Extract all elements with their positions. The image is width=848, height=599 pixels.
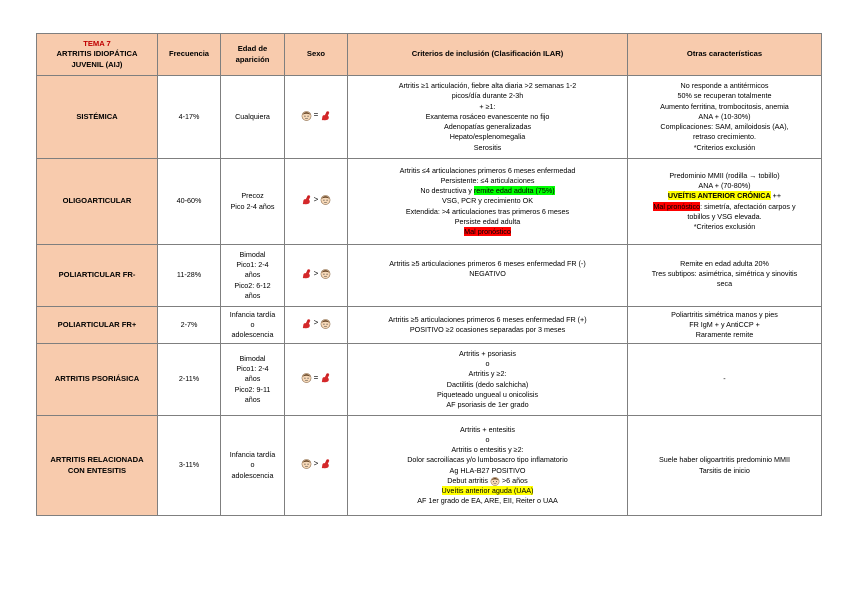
edad-line: Pico1: 2-4 xyxy=(236,364,269,374)
criterio-line: Artritis + psoriasis xyxy=(459,348,516,358)
aij-table xyxy=(36,33,822,516)
row-name: SISTÉMICA xyxy=(37,76,158,159)
flexed-arm-icon xyxy=(301,268,312,279)
flexed-arm-icon xyxy=(320,110,331,121)
edad-line: Pico2: 9-11 xyxy=(234,384,271,394)
edad-line: o xyxy=(250,319,255,329)
edad-line: Infancia tardía xyxy=(229,450,276,460)
criterio-line: Extendida: >4 articulaciones tras primeros 6 meses xyxy=(405,206,570,216)
otras-line xyxy=(630,191,819,201)
sexo-operator: = xyxy=(313,372,319,382)
otras-line: Predominio MMII (rodilla → tobillo) xyxy=(669,170,780,180)
row-otras xyxy=(628,245,822,307)
criterio-line: picos/día durante 2-3h xyxy=(451,91,524,101)
otras-line: Tres subtipos: asimétrica, simétrica y sinovitis xyxy=(651,269,798,279)
edad-line: años xyxy=(244,290,261,300)
row-name: OLIGOARTICULAR xyxy=(37,159,158,245)
edad-line: adolescencia xyxy=(231,330,274,340)
boy-face-icon xyxy=(320,268,331,279)
table-row xyxy=(37,416,822,516)
edad-line: o xyxy=(250,460,255,470)
row-frecuencia: 3-11% xyxy=(158,416,221,516)
row-sexo xyxy=(285,344,348,416)
criterio-line: Hepato/esplenomegalia xyxy=(449,132,526,142)
boy-face-icon xyxy=(320,318,331,329)
row-frecuencia: 11-28% xyxy=(158,245,221,307)
row-criterios xyxy=(348,416,628,516)
criterio-line: Ag HLA-B27 POSITIVO xyxy=(449,465,526,475)
header-row xyxy=(37,34,822,76)
table-row xyxy=(37,344,822,416)
criterio-line: Artritis ≥1 articulación, fiebre alta diaria >2 semanas 1-2 xyxy=(398,81,577,91)
edad-line: Pico1: 2-4 xyxy=(236,260,269,270)
edad-line: Precoz xyxy=(241,191,264,201)
criterio-line: Piqueteado ungueal u onicolisis xyxy=(436,389,539,399)
sexo-operator: > xyxy=(313,194,319,204)
topic-label: TEMA 7 xyxy=(83,39,111,49)
row-sexo xyxy=(285,159,348,245)
otras-line: Complicaciones: SAM, amiloidosis (AA), xyxy=(660,122,789,132)
edad-line: años xyxy=(244,374,261,384)
row-edad xyxy=(221,344,285,416)
criterio-line: Exantema rosáceo evanescente no fijo xyxy=(425,111,550,121)
edad-line: Bimodal xyxy=(239,249,266,259)
criterio-line: Artritis ≤4 articulaciones primeros 6 meses enfermedad xyxy=(399,165,576,175)
otras-text: ++ xyxy=(770,191,782,201)
otras-line: *Criterios exclusión xyxy=(693,142,756,152)
otras-line: No responde a antitérmicos xyxy=(680,81,769,91)
otras-line: tobillos y VSG elevada. xyxy=(687,211,762,221)
edad-line: Infancia tardía xyxy=(229,309,276,319)
row-criterios xyxy=(348,159,628,245)
criterio-line xyxy=(350,186,625,196)
row-name: POLIARTICULAR FR+ xyxy=(37,307,158,344)
otras-line: retraso crecimiento. xyxy=(692,132,757,142)
row-criterios xyxy=(348,76,628,159)
edad-line: adolescencia xyxy=(231,470,274,480)
criterio-line: AF 1er grado de EA, ARE, EII, Reiter o UAA xyxy=(417,496,558,506)
otras-line: ANA + (10-30%) xyxy=(698,111,751,121)
row-criterios xyxy=(348,307,628,344)
row-name: POLIARTICULAR FR- xyxy=(37,245,158,307)
criterio-line: Artritis ≥5 articulaciones primeros 6 meses enfermedad FR (+) xyxy=(388,314,587,324)
criterio-line: Artritis y ≥2: xyxy=(468,369,507,379)
header-otras: Otras características xyxy=(628,34,822,76)
otras-line: *Criterios exclusión xyxy=(693,221,756,231)
otras-line: 50% se recuperan totalmente xyxy=(677,91,772,101)
row-otras xyxy=(628,416,822,516)
criterio-line: AF psoriasis de 1er grado xyxy=(446,399,529,409)
otras-text: : simetría, afectación carpos y xyxy=(700,201,796,211)
otras-line: Tarsitis de inicio xyxy=(699,465,750,475)
row-criterios xyxy=(348,245,628,307)
sexo-operator: > xyxy=(313,268,319,278)
row-name-line: CON ENTESITIS xyxy=(67,465,127,475)
row-otras xyxy=(628,344,822,416)
row-sexo xyxy=(285,76,348,159)
header-sexo: Sexo xyxy=(285,34,348,76)
green-highlight: remite edad adulta (75%) xyxy=(473,186,555,196)
yellow-highlight: Uveítis anterior aguda (UAA) xyxy=(441,485,534,495)
criterio-line: Dactilitis (dedo salchicha) xyxy=(446,379,529,389)
criterio-line xyxy=(350,227,625,237)
red-highlight: Mal pronóstico xyxy=(464,227,511,236)
boy-face-icon xyxy=(301,458,312,469)
row-name: ARTRITIS PSORIÁSICA xyxy=(37,344,158,416)
criterio-line: Artritis + entesitis xyxy=(460,424,515,434)
row-edad xyxy=(221,159,285,245)
edad-line: Pico2: 6-12 xyxy=(234,280,271,290)
flexed-arm-icon xyxy=(320,458,331,469)
flexed-arm-icon xyxy=(301,318,312,329)
row-frecuencia: 4-17% xyxy=(158,76,221,159)
otras-line: Poliartritis simétrica manos y pies xyxy=(671,309,778,319)
row-otras xyxy=(628,76,822,159)
otras-line: Remite en edad adulta 20% xyxy=(680,259,769,268)
criterio-text: Debut artritis xyxy=(447,475,490,485)
criterio-line: Persistente: ≤4 articulaciones xyxy=(440,175,535,185)
row-edad xyxy=(221,245,285,307)
boy-face-icon xyxy=(320,194,331,205)
edad-line: Bimodal xyxy=(239,353,266,363)
flexed-arm-icon xyxy=(320,372,331,383)
table-row xyxy=(37,76,822,159)
edad-line: Cualquiera xyxy=(235,111,270,121)
otras-line: ANA + (70-80%) xyxy=(698,181,751,191)
row-sexo xyxy=(285,416,348,516)
criterio-line: NEGATIVO xyxy=(469,269,506,279)
criterio-line: Artritis o entesitis y ≥2: xyxy=(451,445,524,455)
row-edad xyxy=(221,76,285,159)
yellow-highlight: UVEÍTIS ANTERIOR CRÓNICA xyxy=(667,191,771,201)
header-edad-line-2: aparición xyxy=(235,54,270,64)
edad-line: años xyxy=(244,270,261,280)
header-criterios: Criterios de inclusión (Clasificación ILAR) xyxy=(348,34,628,76)
boy-face-icon xyxy=(490,476,500,486)
row-frecuencia: 2-7% xyxy=(158,307,221,344)
row-edad xyxy=(221,307,285,344)
sexo-operator: > xyxy=(313,318,319,328)
otras-line: FR IgM + y AntiCCP + xyxy=(689,319,760,329)
criterio-text: >6 años xyxy=(499,475,528,485)
criterio-line: + ≥1: xyxy=(479,101,496,111)
header-edad xyxy=(221,34,285,76)
title-line-2: JUVENIL (AIJ) xyxy=(71,59,123,69)
table-row xyxy=(37,159,822,245)
otras-line: seca xyxy=(716,279,733,289)
criterio-line: Artritis ≥5 articulaciones primeros 6 meses enfermedad FR (-) xyxy=(389,259,586,268)
row-name xyxy=(37,416,158,516)
otras-line: - xyxy=(723,374,726,384)
edad-line: años xyxy=(244,394,261,404)
row-sexo xyxy=(285,307,348,344)
criterio-line xyxy=(350,486,625,496)
criterio-line: o xyxy=(485,434,490,444)
boy-face-icon xyxy=(301,372,312,383)
row-frecuencia: 2-11% xyxy=(158,344,221,416)
red-highlight: Mal pronóstico xyxy=(653,201,701,211)
table-row xyxy=(37,307,822,344)
title-line-1: ARTRITIS IDIOPÁTICA xyxy=(56,49,138,59)
header-frecuencia: Frecuencia xyxy=(158,34,221,76)
criterio-line: Persiste edad adulta xyxy=(454,216,521,226)
edad-line: Pico 2-4 años xyxy=(230,201,275,211)
criterio-line: Serositis xyxy=(473,142,502,152)
row-otras xyxy=(628,159,822,245)
header-title-cell xyxy=(37,34,158,76)
otras-line xyxy=(630,202,819,212)
sexo-operator: = xyxy=(313,110,319,120)
criterio-line: o xyxy=(485,359,490,369)
criterio-line: VSG, PCR y crecimiento OK xyxy=(441,196,534,206)
row-frecuencia: 40-60% xyxy=(158,159,221,245)
criterio-line: POSITIVO ≥2 ocasiones separadas por 3 meses xyxy=(409,325,566,334)
row-criterios xyxy=(348,344,628,416)
sexo-operator: > xyxy=(313,458,319,468)
otras-line: Suele haber oligoartritis predominio MMII xyxy=(658,455,791,465)
row-edad xyxy=(221,416,285,516)
otras-line: Aumento ferritina, trombocitosis, anemia xyxy=(660,101,789,111)
criterio-line: Adenopatías generalizadas xyxy=(443,122,532,132)
criterio-text: No destructiva y xyxy=(420,186,474,196)
table-row xyxy=(37,245,822,307)
header-edad-line-1: Edad de xyxy=(237,44,268,54)
row-sexo xyxy=(285,245,348,307)
otras-line: Raramente remite xyxy=(695,330,754,340)
criterio-line xyxy=(350,476,625,486)
boy-face-icon xyxy=(301,110,312,121)
row-otras xyxy=(628,307,822,344)
row-name-line: ARTRITIS RELACIONADA xyxy=(50,455,144,465)
criterio-line: Dolor sacroilíacas y/o lumbosacro tipo inflamatorio xyxy=(407,455,568,465)
flexed-arm-icon xyxy=(301,194,312,205)
